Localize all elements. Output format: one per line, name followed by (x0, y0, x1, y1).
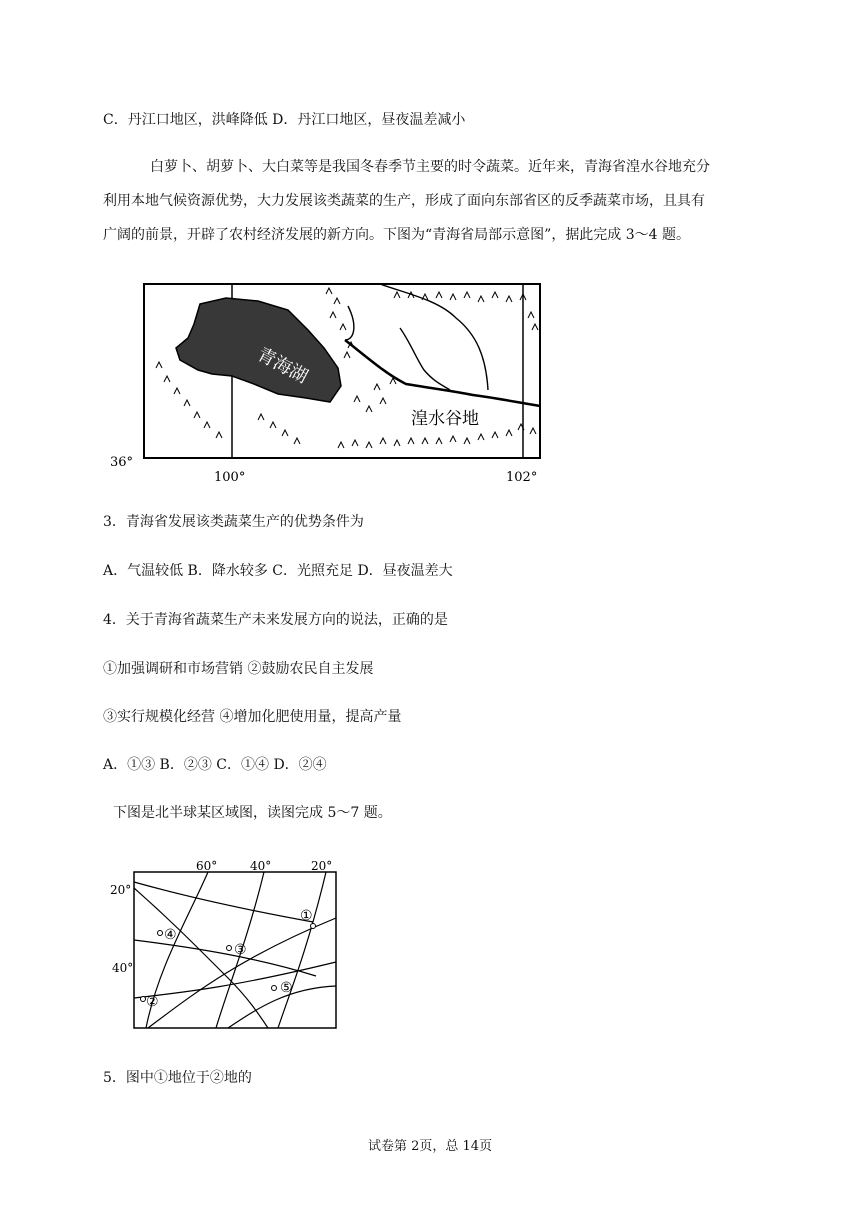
q4-items-1-2: ①加强调研和市场营销 ②鼓励农民自主发展 (103, 661, 374, 677)
lon-label-40: 40° (250, 859, 272, 873)
q4-items-3-4: ③实行规模化经营 ④增加化肥使用量，提高产量 (103, 709, 402, 725)
q5-stem: 5．图中①地位于②地的 (103, 1070, 252, 1086)
valley-label: 湟水谷地 (411, 409, 479, 429)
q2-options-cd: C．丹江口地区，洪峰降低 D．丹江口地区，昼夜温差减小 (103, 112, 466, 128)
lake-label: 青海湖 (253, 343, 312, 388)
page-footer: 试卷第 2页，总 14页 (368, 1139, 493, 1154)
q4-options: A．①③ B．②③ C．①④ D．②④ (103, 757, 327, 773)
lat-label-40: 40° (112, 961, 134, 975)
region-map (108, 858, 340, 1034)
passage-line-2: 利用本地气候资源优势，大力发展该类蔬菜的生产，形成了面向东部省区的反季蔬菜市场，且具有 (103, 193, 705, 209)
point-label-3: ③ (234, 942, 247, 958)
q3-options: A．气温较低 B．降水较多 C．光照充足 D．昼夜温差大 (103, 563, 453, 579)
passage-line-1: 白萝卜、胡萝卜、大白菜等是我国冬春季节主要的时令蔬菜。近年来，青海省湟水谷地充分 (150, 159, 710, 175)
point-label-4: ④ (164, 927, 177, 943)
q3-stem: 3．青海省发展该类蔬菜生产的优势条件为 (103, 514, 364, 530)
passage-line-3: 广阔的前景，开辟了农村经济发展的新方向。下图为“青海省局部示意图”，据此完成 3～4 题。 (103, 227, 691, 243)
intro-5-7: 下图是北半球某区域图，读图完成 5～7 题。 (113, 805, 392, 821)
reading-passage (103, 150, 763, 252)
lat-label-20: 20° (110, 883, 132, 897)
lat-label-36: 36° (110, 455, 134, 470)
lon-label-102: 102° (506, 470, 538, 485)
qinghai-map (108, 278, 548, 486)
point-label-2: ② (146, 994, 159, 1010)
lon-label-20: 20° (311, 859, 333, 873)
lon-label-100: 100° (214, 470, 246, 485)
lon-label-60: 60° (196, 859, 218, 873)
q4-stem: 4．关于青海省蔬菜生产未来发展方向的说法，正确的是 (103, 612, 448, 628)
point-label-5: ⑤ (280, 980, 293, 996)
point-label-1: ① (300, 908, 313, 924)
